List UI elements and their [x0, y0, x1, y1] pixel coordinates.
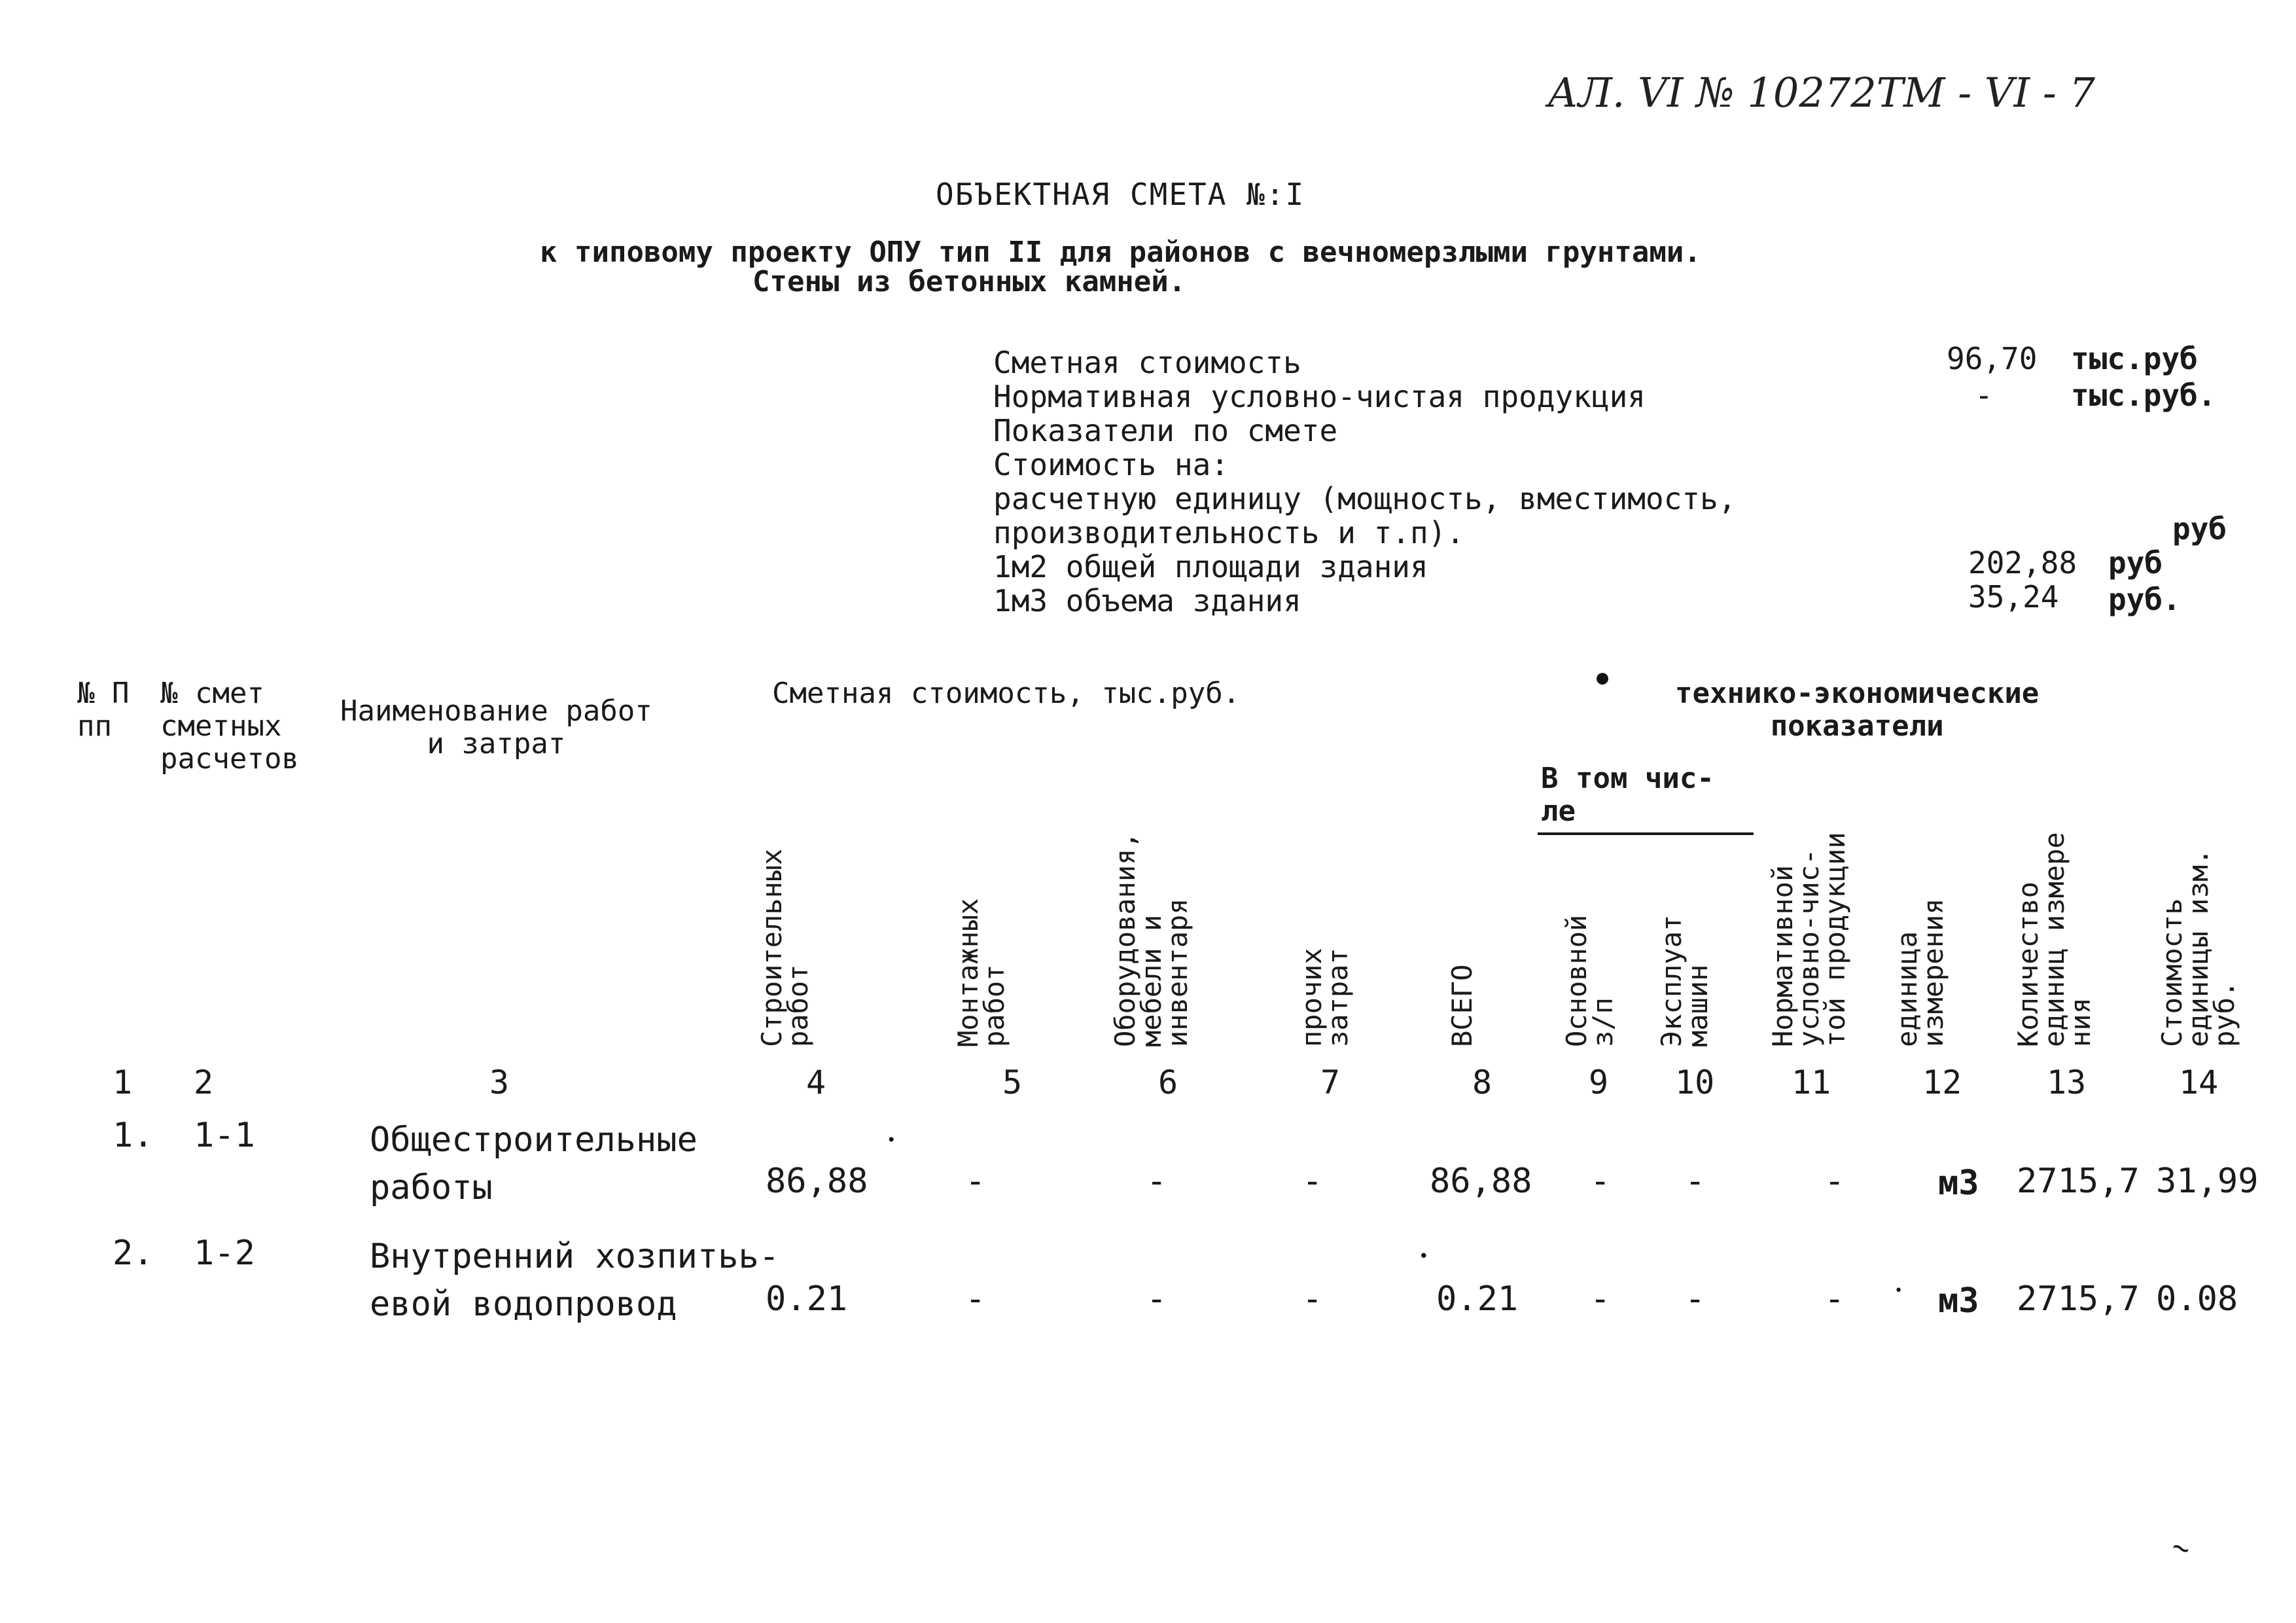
colnum-7: 7: [1320, 1063, 1341, 1101]
colnum-12: 12: [1922, 1063, 1962, 1101]
row2-c11: -: [1824, 1279, 1845, 1319]
row2-c12: м3: [1938, 1281, 1979, 1321]
summary-norm-label: Нормативная условно-чистая продукция: [993, 379, 1646, 414]
summary-norm-value: -: [1975, 378, 1993, 413]
summary-calc-unit-unit: руб: [2172, 511, 2227, 546]
row2-c9: -: [1590, 1279, 1611, 1319]
document-subtitle-line2: Стены из бетонных камней.: [752, 265, 1186, 298]
document-subtitle-line1: к типовому проекту ОПУ тип II для районов с вечномерзлыми грунтами.: [540, 236, 1701, 269]
summary-indicators-label: Показатели по смете: [993, 413, 1338, 448]
header-c9: Основной з/п: [1561, 914, 1619, 1047]
row1-name1: Общестроительные: [370, 1120, 698, 1160]
summary-norm-unit: тыс.руб.: [2071, 378, 2216, 413]
header-c10: Эксплуат машин: [1655, 914, 1714, 1047]
header-c7: прочих затрат: [1296, 948, 1354, 1047]
colnum-4: 4: [806, 1063, 826, 1101]
row1-c8: 86,88: [1430, 1162, 1532, 1201]
header-c11: Нормативной условно-чис- той продукции: [1767, 832, 1851, 1047]
header-including: В том чис- ле: [1541, 762, 1714, 828]
header-group-cost: Сметная стоимость, тыс.руб.: [772, 677, 1241, 710]
document-title: ОБЪЕКТНАЯ СМЕТА №:I: [936, 177, 1305, 212]
row1-num: 1.: [113, 1116, 154, 1155]
summary-cost-label: Сметная стоимость: [993, 345, 1301, 380]
scan-mark-dot: ●: [1597, 666, 1609, 689]
colnum-10: 10: [1675, 1063, 1715, 1101]
summary-cost-per-label: Стоимость на:: [993, 447, 1229, 482]
header-c5: Монтажных работ: [952, 898, 1010, 1047]
header-group-tech: технико-экономические показатели: [1675, 677, 2040, 743]
colnum-3: 3: [489, 1063, 510, 1101]
row1-c14: 31,99: [2156, 1162, 2259, 1201]
row2-est: 1-2: [194, 1234, 255, 1273]
colnum-14: 14: [2179, 1063, 2219, 1101]
header-col1: № П пп: [77, 677, 130, 743]
scan-mark-dot: •: [1894, 1283, 1903, 1299]
scan-mark-tick: ~: [2167, 1529, 2195, 1567]
row2-c13: 2715,7: [2017, 1279, 2140, 1319]
header-c12: единица измерения: [1891, 898, 1949, 1047]
summary-calc-unit-line2: производительность и т.п).: [993, 515, 1465, 550]
header-col2: № смет сметных расчетов: [160, 677, 299, 776]
header-including-rule: [1538, 832, 1754, 835]
summary-calc-unit-line1: расчетную единицу (мощность, вместимость,: [993, 481, 1737, 516]
row2-c5: -: [965, 1279, 986, 1319]
header-c13: Количество единиц измере ния: [2012, 832, 2096, 1047]
summary-cost-unit: тыс.руб: [2071, 341, 2198, 376]
header-c4: Строительных работ: [756, 848, 814, 1047]
header-c6: Оборудования, мебели и инвентаря: [1109, 832, 1193, 1047]
row2-c7: -: [1302, 1279, 1323, 1319]
summary-area-label: 1м2 общей площади здания: [993, 549, 1428, 584]
colnum-11: 11: [1792, 1063, 1831, 1101]
row1-c9: -: [1590, 1162, 1611, 1201]
summary-volume-value: 35,24: [1968, 579, 2059, 615]
row2-c6: -: [1146, 1279, 1167, 1319]
row1-c10: -: [1685, 1162, 1706, 1201]
colnum-1: 1: [113, 1063, 133, 1101]
scan-mark-dot: •: [1419, 1247, 1429, 1266]
header-c14: Стоимость единицы изм. руб.: [2156, 848, 2240, 1047]
row1-c4: 86,88: [766, 1162, 868, 1201]
colnum-2: 2: [194, 1063, 214, 1101]
row1-c13: 2715,7: [2017, 1162, 2140, 1201]
summary-volume-unit: руб.: [2108, 582, 2181, 617]
row1-c12: м3: [1938, 1164, 1979, 1203]
row1-est: 1-1: [194, 1116, 255, 1155]
header-c8: ВСЕГО: [1446, 964, 1478, 1047]
row2-c14: 0.08: [2156, 1279, 2238, 1319]
colnum-5: 5: [1002, 1063, 1023, 1101]
row2-c10: -: [1685, 1279, 1706, 1319]
summary-area-value: 202,88: [1968, 545, 2077, 580]
document-stamp: АЛ. VI № 10272ТМ - VI - 7: [1547, 69, 2095, 116]
row2-num: 2.: [113, 1234, 154, 1273]
row2-name1: Внутренний хозпитьь-: [370, 1237, 780, 1276]
row2-name2: евой водопровод: [370, 1285, 677, 1324]
summary-volume-label: 1м3 объема здания: [993, 583, 1301, 618]
colnum-8: 8: [1472, 1063, 1492, 1101]
row1-name2: работы: [370, 1168, 493, 1207]
colnum-9: 9: [1589, 1063, 1609, 1101]
row2-c8: 0.21: [1436, 1279, 1519, 1319]
summary-area-unit: руб: [2108, 545, 2163, 580]
row1-c11: -: [1824, 1162, 1845, 1201]
colnum-6: 6: [1158, 1063, 1178, 1101]
summary-cost-value: 96,70: [1947, 341, 2038, 376]
colnum-13: 13: [2047, 1063, 2087, 1101]
scan-mark-dot: •: [887, 1131, 896, 1149]
row1-c7: -: [1302, 1162, 1323, 1201]
row1-c5: -: [965, 1162, 986, 1201]
header-col3: Наименование работ и затрат: [340, 694, 652, 760]
row2-c4: 0.21: [766, 1279, 848, 1319]
row1-c6: -: [1146, 1162, 1167, 1201]
